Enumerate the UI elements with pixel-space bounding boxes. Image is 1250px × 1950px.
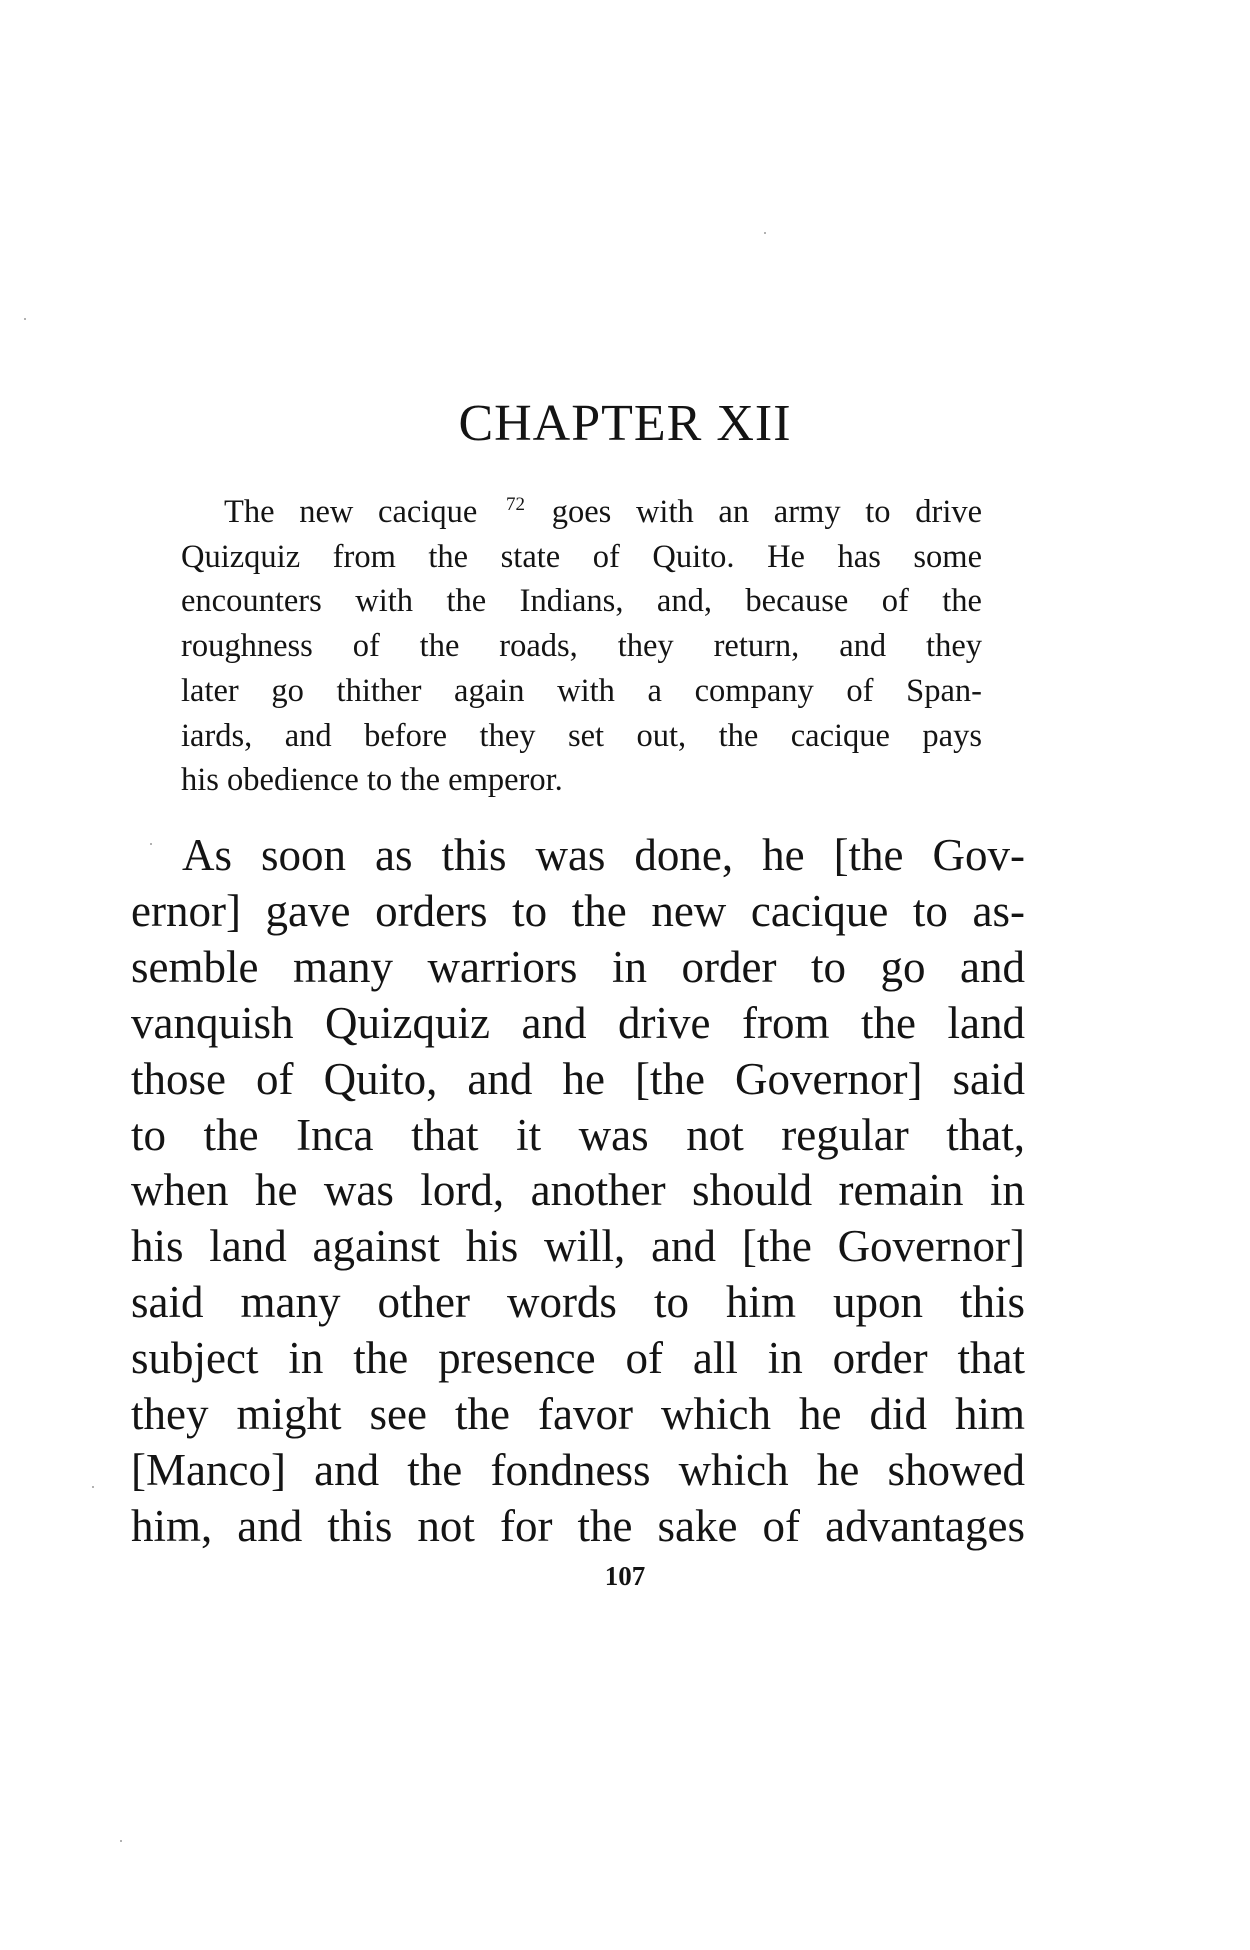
body-paragraph xyxy=(131,828,1025,1555)
scan-speck xyxy=(92,1486,94,1488)
body-line: his land against his will, and [the Governor] xyxy=(131,1221,1025,1272)
body-line: subject in the presence of all in order that xyxy=(131,1333,1025,1384)
scan-speck xyxy=(150,843,152,845)
summary-line-end: goes with an army to drive xyxy=(551,494,983,530)
summary-line: later go thither again with a company of Span- xyxy=(181,672,982,709)
body-line: said many other words to him upon this xyxy=(131,1277,1025,1328)
summary-line: roughness of the roads, they return, and they xyxy=(181,628,982,665)
body-line: to the Inca that it was not regular that, xyxy=(131,1109,1025,1160)
scan-speck xyxy=(120,1840,122,1842)
summary-line xyxy=(181,490,982,535)
body-line: they might see the favor which he did him xyxy=(131,1389,1025,1440)
summary-line-start: The new cacique xyxy=(224,494,478,530)
body-line: vanquish Quizquiz and drive from the land xyxy=(131,997,1025,1048)
summary-line: Quizquiz from the state of Quito. He has some xyxy=(181,538,982,575)
body-line: him, and this not for the sake of advantages xyxy=(131,1500,1025,1551)
scan-speck xyxy=(764,232,766,234)
footnote-reference[interactable]: 72 xyxy=(506,494,525,515)
body-line: As soon as this was done, he [the Gov- xyxy=(182,830,1025,880)
page-number: 107 xyxy=(604,1561,646,1591)
body-line: [Manco] and the fondness which he showed xyxy=(131,1444,1025,1495)
body-line: when he was lord, another should remain in xyxy=(131,1165,1025,1216)
body-line: ernor] gave orders to the new cacique to as- xyxy=(131,885,1025,936)
summary-line: his obedience to the emperor. xyxy=(181,762,563,799)
body-line: those of Quito, and he [the Governor] said xyxy=(131,1053,1025,1104)
chapter-title: CHAPTER XII xyxy=(458,395,792,452)
summary-line: iards, and before they set out, the cacique pays xyxy=(181,717,982,754)
scan-speck xyxy=(24,318,26,320)
body-line: semble many warriors in order to go and xyxy=(131,941,1025,992)
summary-line: encounters with the Indians, and, because of the xyxy=(181,583,982,620)
chapter-summary xyxy=(181,490,982,803)
